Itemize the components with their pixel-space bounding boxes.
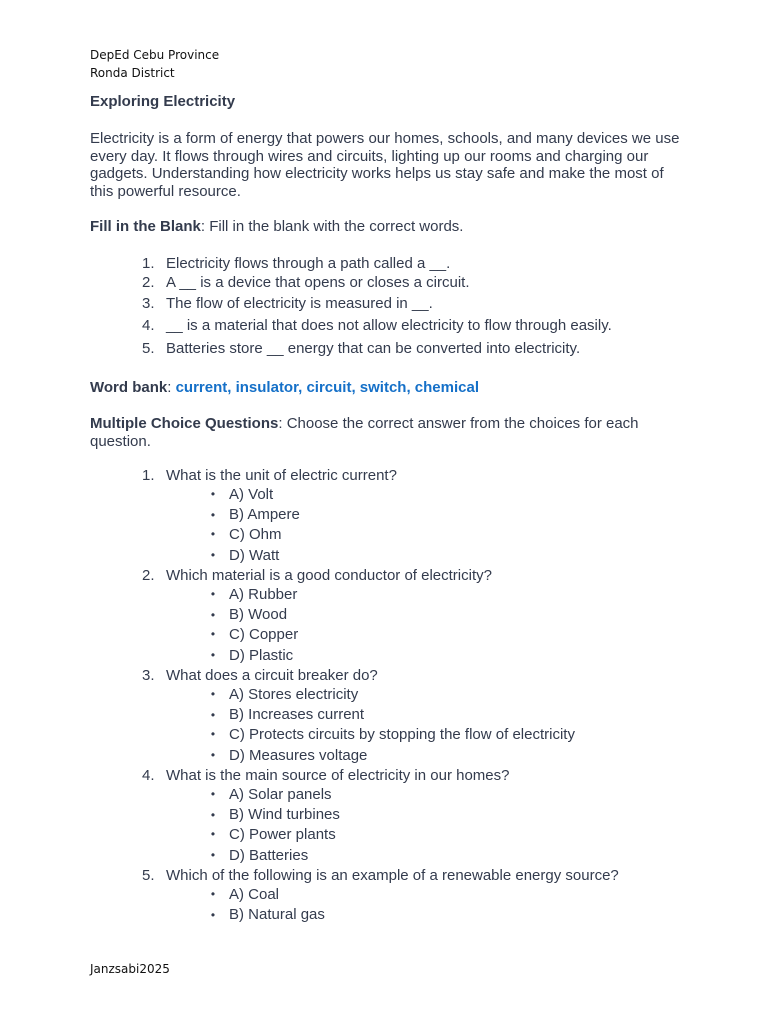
option-text: D) Watt: [229, 547, 280, 564]
footer-credit: Janzsabi2025: [90, 962, 170, 976]
option-text: D) Measures voltage: [229, 747, 368, 764]
item-number: 4.: [142, 316, 155, 334]
option-item: [166, 645, 690, 667]
bullet-icon: •: [210, 887, 216, 901]
mcq-list: [90, 467, 690, 924]
item-text: A __ is a device that opens or closes a circuit.: [166, 273, 470, 291]
bullet-icon: •: [210, 548, 216, 562]
question-item: [90, 667, 690, 767]
bullet-icon: •: [210, 907, 216, 922]
option-item: [166, 506, 690, 524]
word-bank: [90, 379, 690, 397]
option-item: [166, 724, 690, 746]
option-item: [166, 884, 690, 906]
bullet-icon: •: [210, 526, 216, 541]
option-item: [166, 484, 690, 506]
question-item: [90, 567, 690, 667]
question-item: [90, 467, 690, 567]
word-bank-words: current, insulator, circuit, switch, chemical: [175, 378, 480, 396]
option-text: B) Ampere: [229, 505, 300, 523]
item-number: 3.: [142, 294, 155, 312]
options-list: [166, 884, 690, 924]
question-text: What is the unit of electric current?: [166, 466, 397, 484]
mcq-instruction: : Choose the correct answer from the choices for each question.: [90, 414, 639, 450]
question-number: 5.: [142, 866, 155, 884]
item-number: 2.: [142, 273, 155, 291]
list-item: [90, 290, 690, 318]
intro-paragraph: Electricity is a form of energy that powers our homes, schools, and many devices we use every day. It flows through wires and circuits, lighting up our rooms and charging our gadgets. Understanding how electricity works helps us stay safe and make the most of this powerful resource.: [90, 130, 680, 200]
option-item: [166, 806, 690, 824]
page-title: Exploring Electricity: [90, 93, 236, 110]
question-text: What does a circuit breaker do?: [166, 666, 378, 684]
option-text: A) Stores electricity: [229, 686, 359, 703]
bullet-icon: •: [210, 626, 216, 641]
option-text: B) Increases current: [229, 705, 365, 723]
bullet-icon: •: [210, 687, 216, 701]
item-number: 1.: [142, 255, 155, 272]
list-item: [90, 318, 690, 334]
option-item: [166, 606, 690, 624]
list-item: [90, 254, 690, 275]
item-text: __ is a material that does not allow electricity to flow through easily.: [166, 316, 612, 334]
option-item: [166, 906, 690, 924]
option-text: D) Batteries: [229, 847, 309, 864]
option-item: [166, 824, 690, 846]
header-district: Ronda District: [90, 66, 175, 80]
option-text: C) Power plants: [229, 825, 336, 843]
option-text: B) Wind turbines: [229, 805, 340, 823]
option-item: [166, 584, 690, 606]
option-item: [166, 684, 690, 706]
option-item: [166, 784, 690, 806]
option-item: [166, 706, 690, 724]
bullet-icon: •: [210, 826, 216, 841]
option-item: [166, 745, 690, 767]
bullet-icon: •: [210, 648, 216, 662]
mcq-heading: [90, 415, 690, 451]
fill-blank-instruction: : Fill in the blank with the correct words.: [200, 218, 464, 235]
bullet-icon: •: [210, 807, 216, 822]
bullet-icon: •: [210, 707, 216, 722]
option-text: A) Coal: [229, 886, 280, 903]
worksheet-body: [90, 93, 690, 924]
options-list: [166, 484, 690, 567]
item-number: 5.: [142, 339, 155, 357]
fill-blank-list: [90, 254, 690, 363]
options-list: [166, 584, 690, 667]
item-text: Batteries store __ energy that can be converted into electricity.: [166, 339, 581, 357]
question-item: [90, 767, 690, 867]
option-item: [166, 524, 690, 546]
option-item: [166, 545, 690, 567]
question-item: [90, 867, 690, 924]
list-item: [90, 334, 690, 363]
bullet-icon: •: [210, 607, 216, 622]
header-province: DepEd Cebu Province: [90, 48, 220, 62]
bullet-icon: •: [210, 487, 216, 501]
bullet-icon: •: [210, 507, 216, 522]
word-bank-label: Word bank: [90, 378, 168, 396]
question-number: 1.: [142, 466, 155, 484]
item-text: The flow of electricity is measured in __.: [166, 294, 433, 312]
question-text: Which of the following is an example of a renewable energy source?: [166, 866, 619, 884]
document-header: [90, 46, 219, 82]
question-text: What is the main source of electricity in our homes?: [166, 766, 510, 784]
option-text: A) Rubber: [229, 586, 298, 603]
question-number: 2.: [142, 566, 155, 584]
options-list: [166, 684, 690, 767]
bullet-icon: •: [210, 748, 216, 762]
option-text: D) Plastic: [229, 647, 294, 664]
question-text: Which material is a good conductor of electricity?: [166, 566, 492, 584]
list-item: [90, 275, 690, 290]
bullet-icon: •: [210, 848, 216, 862]
question-number: 4.: [142, 766, 155, 784]
option-text: C) Ohm: [229, 525, 282, 543]
option-text: B) Natural gas: [229, 905, 325, 923]
bullet-icon: •: [210, 587, 216, 601]
bullet-icon: •: [210, 726, 216, 741]
option-item: [166, 624, 690, 646]
bullet-icon: •: [210, 787, 216, 801]
options-list: [166, 784, 690, 867]
mcq-label: Multiple Choice Questions: [90, 414, 279, 432]
fill-blank-heading: [90, 218, 690, 236]
option-item: [166, 845, 690, 867]
fill-blank-label: Fill in the Blank: [90, 218, 201, 235]
option-text: C) Protects circuits by stopping the flow of electricity: [229, 725, 575, 743]
item-text: Electricity flows through a path called a __.: [166, 255, 451, 272]
word-bank-separator: :: [167, 378, 176, 396]
question-number: 3.: [142, 666, 155, 684]
option-text: C) Copper: [229, 625, 299, 643]
option-text: A) Volt: [229, 486, 274, 503]
option-text: A) Solar panels: [229, 786, 332, 803]
option-text: B) Wood: [229, 605, 288, 623]
